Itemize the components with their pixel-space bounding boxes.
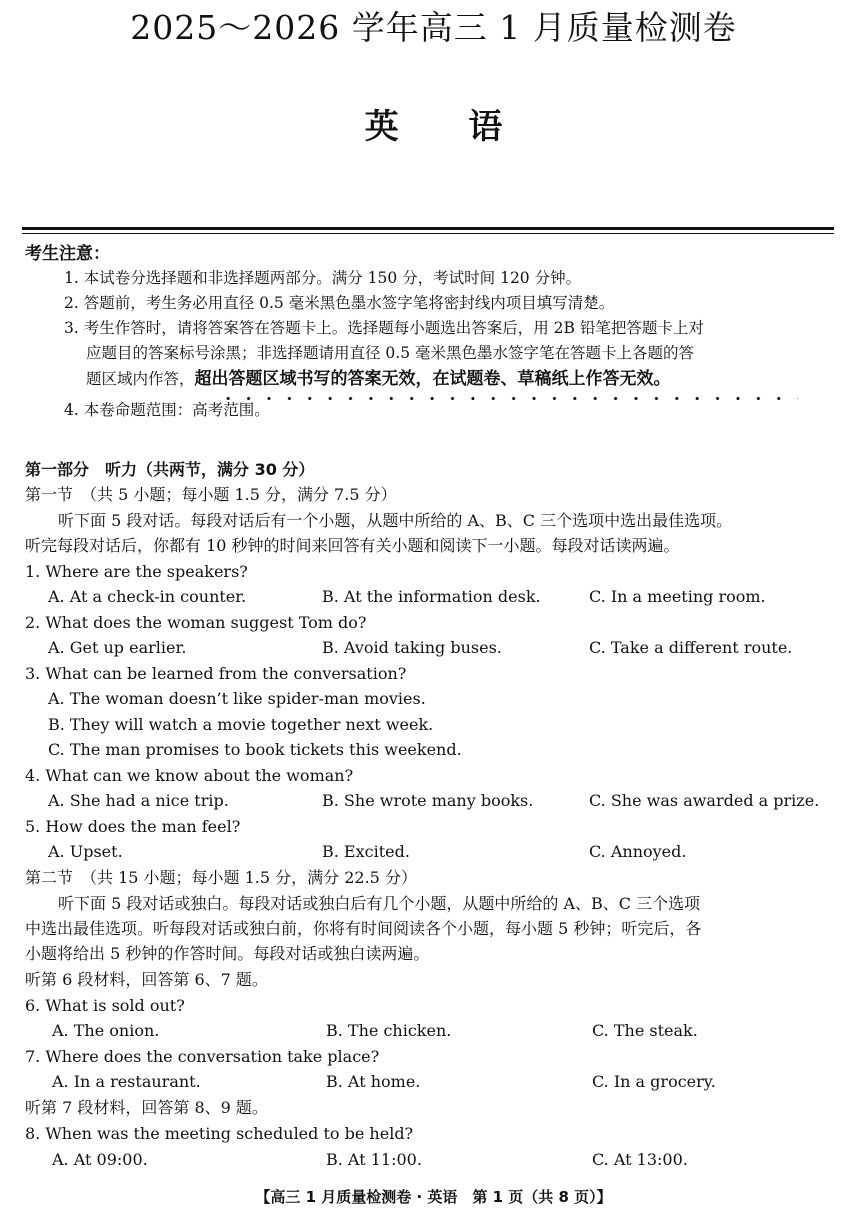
notice-item-3-line-3 bbox=[86, 367, 866, 392]
question-3-option-a: A. The woman doesn’t like spider-man movies. bbox=[48, 689, 426, 708]
question-4-stem: 4. What can we know about the woman? bbox=[25, 766, 354, 785]
material-6-instruction: 听第 6 段材料，回答第 6、7 题。 bbox=[25, 970, 268, 989]
question-4-option-c: C. She was awarded a prize. bbox=[589, 791, 820, 810]
notice-item-2: 2. 答题前，考生务必用直径 0.5 毫米黑色墨水签字笔将密封线内项目填写清楚。 bbox=[64, 294, 615, 312]
question-7-stem: 7. Where does the conversation take place? bbox=[25, 1047, 380, 1066]
question-2-option-a: A. Get up earlier. bbox=[48, 638, 187, 657]
exam-title: 2025～2026 学年高三 1 月质量检测卷 bbox=[130, 8, 737, 47]
notice-item-3-plain: 题区域内作答， bbox=[86, 370, 195, 388]
section2-instructions-line-2: 中选出最佳选项。听每段对话或独白前，你将有时间阅读各个小题，每小题 5 秒钟；听完后，各 bbox=[25, 919, 702, 938]
notice-title: 考生注意： bbox=[25, 244, 110, 264]
question-6-option-a: A. The onion. bbox=[52, 1021, 160, 1040]
header-divider-thin bbox=[22, 233, 834, 234]
question-6-option-b: B. The chicken. bbox=[326, 1021, 452, 1040]
notice-item-1: 1. 本试卷分选择题和非选择题两部分。满分 150 分，考试时间 120 分钟。 bbox=[64, 269, 582, 287]
material-7-instruction: 听第 7 段材料，回答第 8、9 题。 bbox=[25, 1098, 268, 1117]
question-8-option-b: B. At 11:00. bbox=[326, 1150, 422, 1169]
question-2-stem: 2. What does the woman suggest Tom do? bbox=[25, 613, 367, 632]
section2-instructions-line-3: 小题将给出 5 秒钟的作答时间。每段对话或独白读两遍。 bbox=[25, 944, 430, 963]
question-8-stem: 8. When was the meeting scheduled to be held? bbox=[25, 1124, 414, 1143]
section2-heading: 第二节 （共 15 小题；每小题 1.5 分，满分 22.5 分） bbox=[25, 868, 417, 887]
question-4-option-b: B. She wrote many books. bbox=[322, 791, 534, 810]
page-footer: 【高三 1 月质量检测卷 · 英语 第 1 页（共 8 页）】 bbox=[255, 1188, 612, 1206]
question-5-stem: 5. How does the man feel? bbox=[25, 817, 241, 836]
notice-item-3-line-1: 3. 考生作答时，请将答案答在答题卡上。选择题每小题选出答案后，用 2B 铅笔把答题卡上对 bbox=[64, 319, 704, 337]
question-3-stem: 3. What can be learned from the conversation? bbox=[25, 664, 407, 683]
question-5-option-b: B. Excited. bbox=[322, 842, 410, 861]
section2-instructions-line-1: 听下面 5 段对话或独白。每段对话或独白后有几个小题，从题中所给的 A、B、C 三个选项 bbox=[58, 894, 701, 913]
notice-item-3-emphasis: 超出答题区域书写的答案无效，在试题卷、草稿纸上作答无效。 bbox=[194, 369, 671, 389]
question-1-option-b: B. At the information desk. bbox=[322, 587, 541, 606]
section1-instructions-line-2: 听完每段对话后，你都有 10 秒钟的时间来回答有关小题和阅读下一小题。每段对话读两遍。 bbox=[25, 536, 680, 555]
question-7-option-c: C. In a grocery. bbox=[592, 1072, 716, 1091]
question-1-option-a: A. At a check-in counter. bbox=[48, 587, 247, 606]
question-3-option-b: B. They will watch a movie together next week. bbox=[48, 715, 434, 734]
question-5-option-c: C. Annoyed. bbox=[589, 842, 687, 861]
question-6-option-c: C. The steak. bbox=[592, 1021, 698, 1040]
question-2-option-c: C. Take a different route. bbox=[589, 638, 793, 657]
notice-item-3-line-2: 应题目的答案标号涂黑；非选择题请用直径 0.5 毫米黑色墨水签字笔在答题卡上各题的答 bbox=[86, 344, 695, 362]
question-1-option-c: C. In a meeting room. bbox=[589, 587, 766, 606]
notice-item-4: 4. 本卷命题范围：高考范围。 bbox=[64, 401, 270, 419]
question-2-option-b: B. Avoid taking buses. bbox=[322, 638, 502, 657]
question-7-option-b: B. At home. bbox=[326, 1072, 421, 1091]
question-4-option-a: A. She had a nice trip. bbox=[48, 791, 229, 810]
question-5-option-a: A. Upset. bbox=[48, 842, 123, 861]
header-divider-thick bbox=[22, 227, 834, 230]
question-8-option-a: A. At 09:00. bbox=[52, 1150, 148, 1169]
section1-instructions-line-1: 听下面 5 段对话。每段对话后有一个小题，从题中所给的 A、B、C 三个选项中选出最佳选项。 bbox=[58, 511, 733, 530]
part1-heading: 第一部分 听力（共两节，满分 30 分） bbox=[25, 460, 315, 479]
question-1-stem: 1. Where are the speakers? bbox=[25, 562, 248, 581]
question-6-stem: 6. What is sold out? bbox=[25, 996, 185, 1015]
subject-title: 英 语 bbox=[364, 107, 503, 147]
section1-heading: 第一节 （共 5 小题；每小题 1.5 分，满分 7.5 分） bbox=[25, 485, 397, 504]
question-7-option-a: A. In a restaurant. bbox=[52, 1072, 201, 1091]
question-3-option-c: C. The man promises to book tickets this weekend. bbox=[48, 740, 462, 759]
question-8-option-c: C. At 13:00. bbox=[592, 1150, 688, 1169]
